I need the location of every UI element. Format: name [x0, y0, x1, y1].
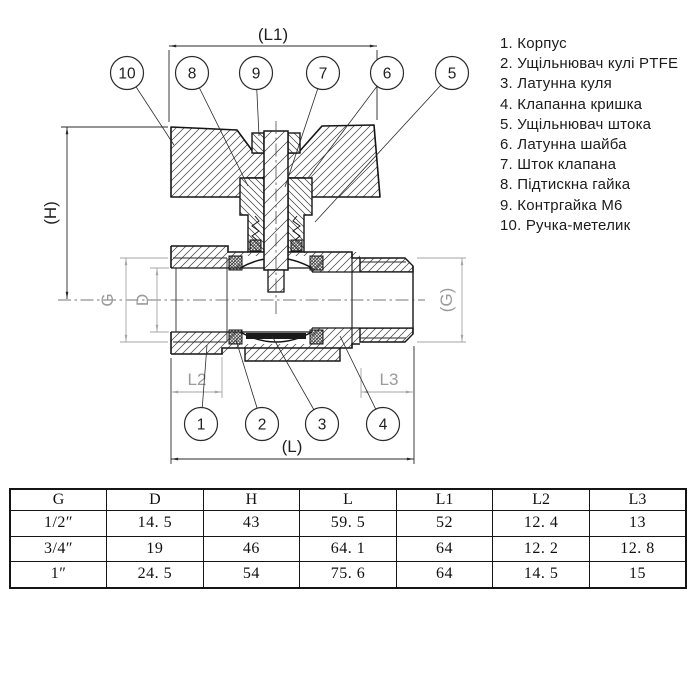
table-row: [10, 536, 686, 562]
seat-insert-bar: [246, 333, 306, 339]
table-cell: 64: [396, 562, 493, 588]
parts-list-item: 4. Клапанна кришка: [500, 95, 643, 113]
table-cell: 12. 8: [589, 536, 686, 562]
table-header-cell: L3: [589, 489, 686, 511]
table-cell: 52: [396, 511, 493, 537]
table-header-cell: L1: [396, 489, 493, 511]
table-header-cell: H: [203, 489, 300, 511]
stem-seal-right: [291, 240, 302, 251]
svg-text:7: 7: [318, 65, 328, 83]
table-cell: 46: [203, 536, 300, 562]
parts-list-item: 3. Латунна куля: [500, 75, 612, 93]
svg-text:5: 5: [447, 65, 457, 83]
parts-list-item: 8. Підтискна гайка: [500, 176, 631, 194]
table-cell: 1″: [10, 562, 107, 588]
callout-9: [240, 57, 273, 90]
table-cell: 54: [203, 562, 300, 588]
parts-list-item: 9. Контргайка М6: [500, 196, 623, 214]
dim-label-l2: L2: [187, 370, 207, 389]
callout-5: [436, 57, 469, 90]
table-header-row: [10, 489, 686, 511]
dim-l2: [171, 357, 222, 398]
table-cell: 64. 1: [300, 536, 397, 562]
table-cell: 19: [107, 536, 204, 562]
svg-text:6: 6: [382, 65, 392, 83]
table-cell: 14. 5: [107, 511, 204, 537]
dim-l: [171, 346, 414, 464]
valve-body: [171, 246, 413, 361]
table-cell: 3/4″: [10, 536, 107, 562]
parts-list-item: 10. Ручка-метелик: [500, 216, 631, 234]
svg-text:10: 10: [118, 65, 136, 83]
table-cell: 75. 6: [300, 562, 397, 588]
table-header-cell: D: [107, 489, 204, 511]
parts-list-item: 7. Шток клапана: [500, 156, 617, 174]
table-cell: 13: [589, 511, 686, 537]
table-cell: 24. 5: [107, 562, 204, 588]
svg-text:4: 4: [378, 416, 388, 434]
table-cell: 59. 5: [300, 511, 397, 537]
callout-6: [371, 57, 404, 90]
parts-list: [500, 34, 698, 236]
stem-seal-left: [250, 240, 261, 251]
parts-list-item: 1. Корпус: [500, 35, 567, 52]
table-cell: 64: [396, 536, 493, 562]
svg-text:3: 3: [317, 416, 327, 434]
table-cell: 1/2″: [10, 511, 107, 537]
dim-d: [133, 268, 169, 332]
dim-label-g-right: (G): [437, 287, 456, 313]
dim-label-l: (L): [281, 437, 303, 456]
svg-text:2: 2: [257, 416, 267, 434]
dim-label-l1: (L1): [257, 25, 289, 44]
table-cell: 43: [203, 511, 300, 537]
table-header-cell: L: [300, 489, 397, 511]
svg-text:8: 8: [187, 65, 197, 83]
table-row: [10, 562, 686, 588]
table-cell: 12. 2: [493, 536, 590, 562]
callout-1: [185, 408, 218, 441]
callout-3: [306, 408, 339, 441]
table-header-cell: G: [10, 489, 107, 511]
callout-8: [176, 57, 209, 90]
parts-list-item: 5. Ущільнювач штока: [500, 115, 652, 133]
svg-text:9: 9: [251, 65, 261, 83]
dim-label-h: (H): [41, 201, 60, 225]
dim-label-d: D: [133, 293, 152, 307]
dim-label-g-left: G: [98, 293, 117, 307]
dimensions-table: [9, 488, 687, 589]
parts-list-item: 6. Латунна шайба: [500, 136, 627, 154]
callout-10: [111, 57, 144, 90]
table-header-cell: L2: [493, 489, 590, 511]
callout-7: [307, 57, 340, 90]
callout-4: [367, 408, 400, 441]
callout-2: [246, 408, 279, 441]
table-cell: 14. 5: [493, 562, 590, 588]
svg-text:1: 1: [196, 416, 206, 434]
dim-label-l3: L3: [379, 370, 399, 389]
table-cell: 15: [589, 562, 686, 588]
dim-l3: [361, 368, 413, 398]
parts-list-item: 2. Ущільнювач кулі PTFE: [500, 55, 679, 73]
table-row: [10, 511, 686, 537]
dim-h: [41, 127, 168, 299]
table-cell: 12. 4: [493, 511, 590, 537]
